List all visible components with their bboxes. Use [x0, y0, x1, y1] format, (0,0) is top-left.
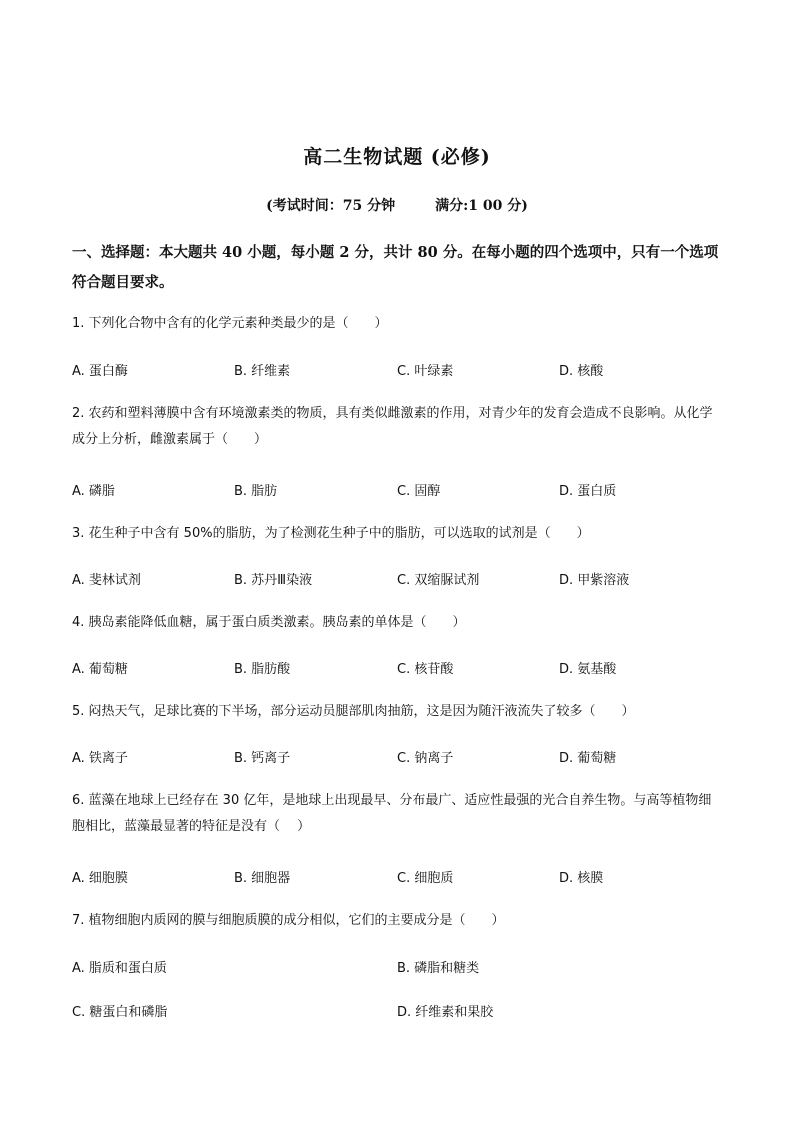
- exam-score: 满分:1 00 分): [435, 198, 528, 214]
- option-c: C. 双缩脲试剂: [397, 573, 480, 588]
- option-a: A. 蛋白酶: [72, 364, 128, 379]
- question-2: 2. 农药和塑料薄膜中含有环境激素类的物质，具有类似雌激素的作用，对青少年的发育会造成不良影响。从化学成分上分析，雌激素属于（ ）: [72, 406, 713, 447]
- option-b: B. 脂肪: [234, 484, 278, 499]
- question-7: 7. 植物细胞内质网的膜与细胞质膜的成分相似，它们的主要成分是（ ）: [72, 913, 505, 928]
- question-5: 5. 闷热天气，足球比赛的下半场，部分运动员腿部肌肉抽筋，这是因为随汗液流失了较多（ ）: [72, 704, 635, 719]
- page-title: 高二生物试题 (必修): [303, 146, 491, 168]
- question-7-options-row1: [72, 957, 724, 977]
- question-1-options: [72, 360, 724, 380]
- option-c: C. 叶绿素: [397, 364, 454, 379]
- option-d: D. 核膜: [559, 871, 604, 886]
- option-d: D. 氨基酸: [559, 662, 617, 677]
- question-6: 6. 蓝藻在地球上已经存在 30 亿年，是地球上出现最早、分布最广、适应性最强的光合自养生物。与高等植物细胞相比，蓝藻最显著的特征是没有（ ）: [72, 793, 712, 834]
- question-1: 1. 下列化合物中含有的化学元素种类最少的是（ ）: [72, 316, 388, 331]
- question-4: 4. 胰岛素能降低血糖，属于蛋白质类激素。胰岛素的单体是（ ）: [72, 615, 466, 630]
- option-a: A. 磷脂: [72, 484, 115, 499]
- option-c: C. 糖蛋白和磷脂: [72, 1005, 168, 1020]
- option-c: C. 核苷酸: [397, 662, 454, 677]
- question-2-options: [72, 480, 724, 500]
- question-7-options-row2: [72, 1001, 724, 1021]
- exam-info: [0, 195, 794, 215]
- option-d: D. 核酸: [559, 364, 604, 379]
- question-4-options: [72, 658, 724, 678]
- question-3-options: [72, 569, 724, 589]
- option-a: A. 葡萄糖: [72, 662, 128, 677]
- question-6-options: [72, 867, 724, 887]
- option-b: B. 脂肪酸: [234, 662, 291, 677]
- option-b: B. 磷脂和糖类: [397, 961, 480, 976]
- exam-time: (考试时间：75 分钟: [266, 198, 396, 214]
- option-a: A. 铁离子: [72, 751, 128, 766]
- option-b: B. 苏丹Ⅲ染液: [234, 573, 313, 588]
- option-c: C. 细胞质: [397, 871, 454, 886]
- option-b: B. 纤维素: [234, 364, 291, 379]
- option-b: B. 细胞器: [234, 871, 291, 886]
- option-d: D. 纤维素和果胶: [397, 1005, 494, 1020]
- option-a: A. 脂质和蛋白质: [72, 961, 167, 976]
- question-3: 3. 花生种子中含有 50%的脂肪，为了检测花生种子中的脂肪，可以选取的试剂是（ ）: [72, 526, 590, 541]
- section-heading: 一、选择题：本大题共 40 小题，每小题 2 分，共计 80 分。在每小题的四个选项中，只有一个选项符合题目要求。: [72, 244, 719, 291]
- option-c: C. 钠离子: [397, 751, 454, 766]
- option-c: C. 固醇: [397, 484, 441, 499]
- option-d: D. 葡萄糖: [559, 751, 617, 766]
- option-a: A. 斐林试剂: [72, 573, 141, 588]
- question-5-options: [72, 747, 724, 767]
- option-d: D. 甲紫溶液: [559, 573, 630, 588]
- option-b: B. 钙离子: [234, 751, 291, 766]
- option-a: A. 细胞膜: [72, 871, 128, 886]
- option-d: D. 蛋白质: [559, 484, 617, 499]
